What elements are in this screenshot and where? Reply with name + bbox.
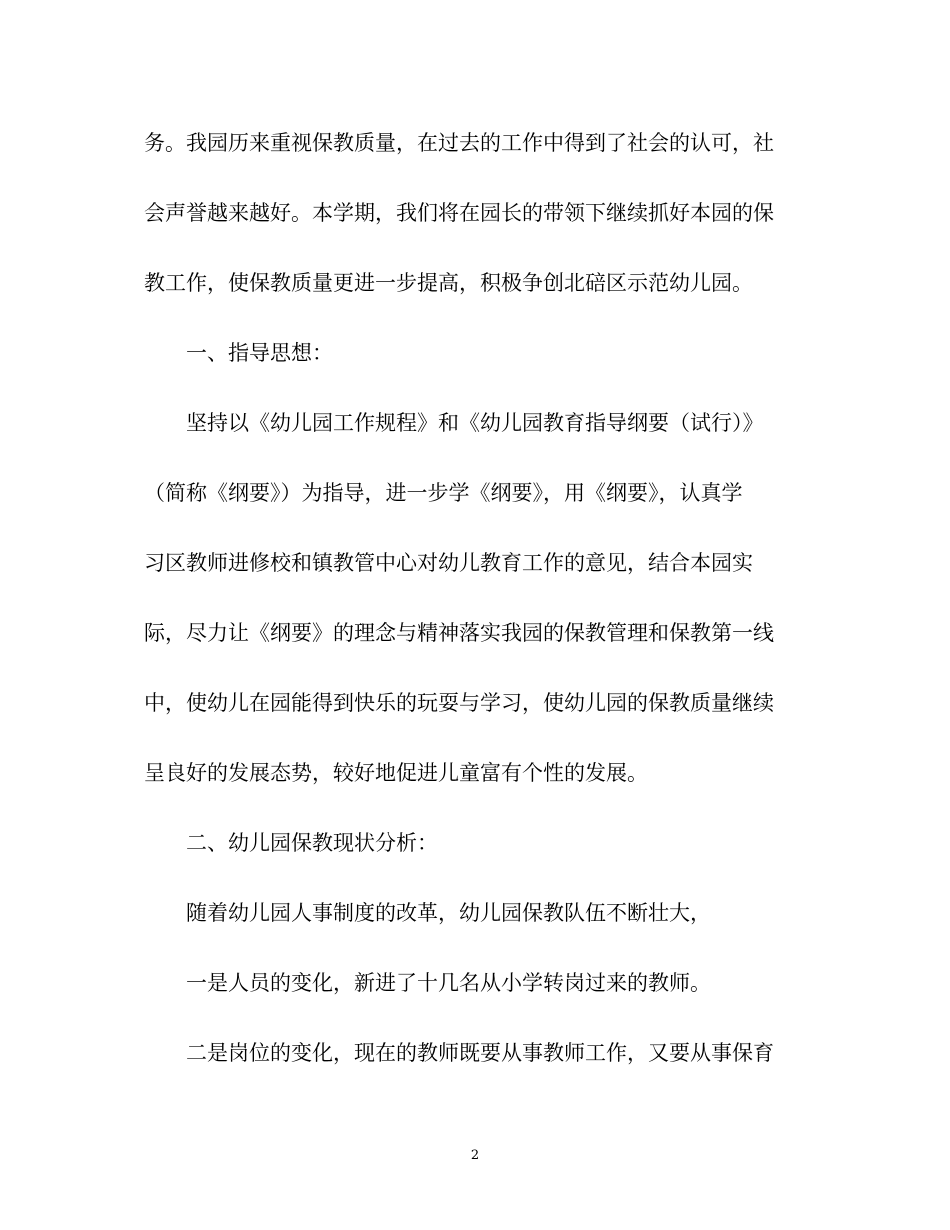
text-line: 教工作，使保教质量更进一步提高，积极争创北碚区示范幼儿园。 [144, 271, 753, 295]
text-line: 随着幼儿园人事制度的改革，幼儿园保教队伍不断壮大， [186, 901, 711, 925]
section-heading: 一、指导思想： [186, 341, 333, 365]
text-line: 坚持以《幼儿园工作规程》和《幼儿园教育指导纲要（试行）》 [186, 411, 764, 435]
text-line: 一是人员的变化，新进了十几名从小学转岗过来的教师。 [186, 971, 711, 995]
section-heading: 二、幼儿园保教现状分析： [186, 831, 438, 855]
text-line: （简称《纲要》）为指导，进一步学《纲要》，用《纲要》，认真学 [144, 481, 743, 505]
text-line: 际，尽力让《纲要》的理念与精神落实我园的保教管理和保教第一线 [144, 621, 774, 645]
text-line: 务。我园历来重视保教质量，在过去的工作中得到了社会的认可，社 [144, 131, 774, 155]
page-number: 2 [470, 1148, 480, 1163]
text-line: 呈良好的发展态势，较好地促进儿童富有个性的发展。 [144, 761, 648, 785]
text-line: 会声誉越来越好。本学期，我们将在园长的带领下继续抓好本园的保 [144, 201, 774, 225]
text-line: 习区教师进修校和镇教管中心对幼儿教育工作的意见，结合本园实 [144, 551, 753, 575]
text-line: 中，使幼儿在园能得到快乐的玩耍与学习，使幼儿园的保教质量继续 [144, 691, 774, 715]
text-line: 二是岗位的变化，现在的教师既要从事教师工作，又要从事保育 [186, 1041, 774, 1065]
